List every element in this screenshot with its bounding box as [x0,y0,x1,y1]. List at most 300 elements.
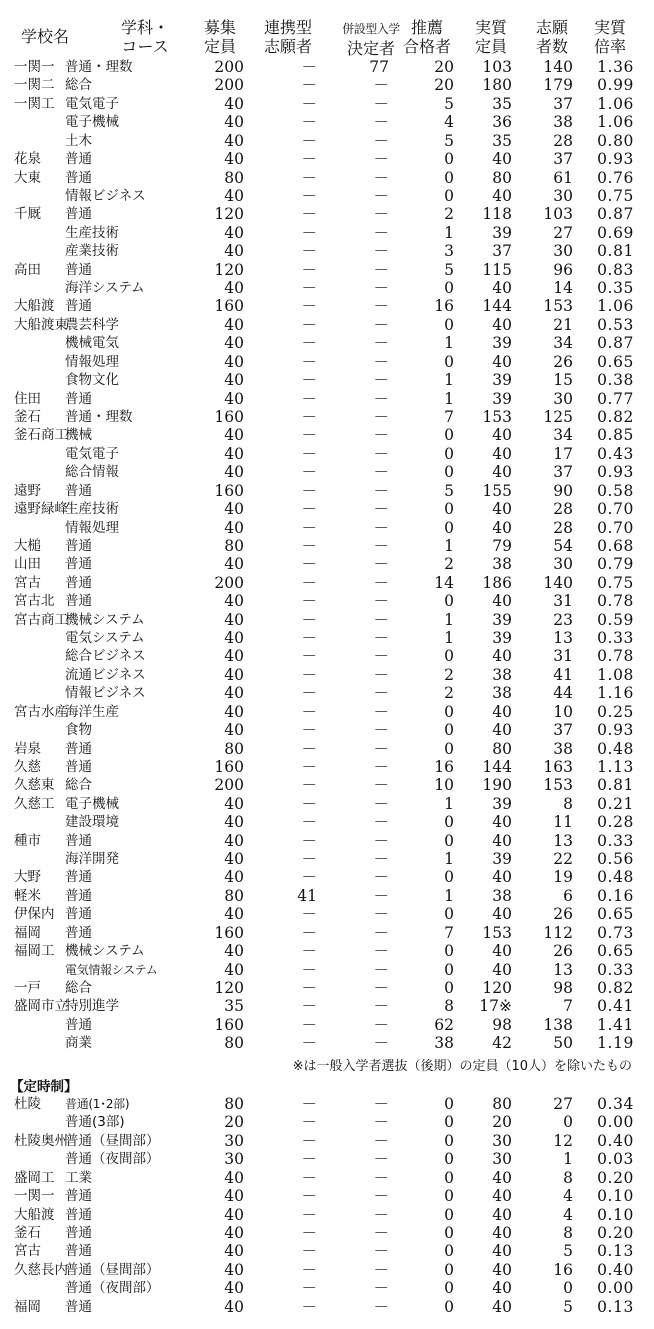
cell-bairitsu: 0.78 [597,647,634,666]
cell-heisetsu: － [373,997,389,1016]
cell-shigan: 31 [553,592,573,611]
table-row [0,1224,654,1242]
cell-suisen: 0 [444,186,454,205]
table-row [0,942,654,960]
cell-course: 普通 [65,1206,92,1223]
cell-jteiin: 40 [492,463,512,482]
cell-jteiin: 38 [492,684,512,703]
cell-jteiin: 38 [492,665,512,684]
cell-jteiin: 36 [492,113,512,132]
cell-quota: 40 [224,794,244,813]
cell-renkei: － [301,1297,317,1316]
cell-jteiin: 39 [492,610,512,629]
cell-school: 一関二 [14,77,55,94]
table-row [0,316,654,334]
cell-quota: 40 [224,1279,244,1298]
cell-shigan: 138 [543,1015,573,1034]
cell-school: 宮古商工 [14,611,68,628]
cell-jteiin: 144 [482,757,512,776]
cell-heisetsu: － [373,297,389,316]
table-row [0,961,654,979]
cell-bairitsu: 0.41 [597,997,634,1016]
cell-school: 大槌 [14,537,41,554]
cell-school: 宮古 [14,1243,41,1260]
cell-renkei: － [301,223,317,242]
cell-suisen: 0 [444,647,454,666]
cell-renkei: － [301,1015,317,1034]
table-row [0,1034,654,1052]
cell-renkei: － [301,629,317,648]
cell-suisen: 20 [434,58,454,76]
cell-jteiin: 40 [492,150,512,169]
cell-shigan: 44 [553,684,573,703]
cell-suisen: 4 [444,113,454,132]
header-quota-line1: 募集 [203,18,236,37]
cell-course: 普通 [65,1298,92,1315]
cell-heisetsu: － [373,555,389,574]
cell-renkei: － [301,500,317,519]
cell-heisetsu: － [373,776,389,795]
table-row [0,297,654,315]
cell-renkei: － [301,665,317,684]
cell-suisen: 8 [444,997,454,1016]
cell-renkei: － [301,1242,317,1261]
cell-school: 大野 [14,869,41,886]
cell-heisetsu: － [373,536,389,555]
table-row [0,1169,654,1187]
cell-heisetsu: － [373,979,389,997]
cell-heisetsu: － [373,721,389,740]
cell-bairitsu: 0.33 [597,629,634,648]
cell-suisen: 0 [444,942,454,961]
cell-renkei: － [301,868,317,887]
cell-school: 種市 [14,832,41,849]
cell-jteiin: 98 [492,1015,512,1034]
table-row [0,242,654,260]
cell-suisen: 0 [444,463,454,482]
cell-jteiin: 40 [492,1168,512,1187]
cell-jteiin: 40 [492,702,512,721]
cell-suisen: 10 [434,776,454,795]
cell-quota: 40 [224,850,244,869]
cell-quota: 35 [224,997,244,1016]
cell-heisetsu: － [373,629,389,648]
cell-renkei: － [301,702,317,721]
cell-quota: 40 [224,94,244,113]
cell-suisen: 0 [444,592,454,611]
cell-heisetsu: － [373,279,389,298]
cell-bairitsu: 0.33 [597,960,634,979]
table-row [0,721,654,739]
cell-renkei: － [301,757,317,776]
table-row [0,58,654,76]
cell-renkei: － [301,131,317,150]
cell-shigan: 7 [563,997,573,1016]
cell-bairitsu: 0.59 [597,610,634,629]
table-row [0,537,654,555]
cell-quota: 40 [224,1297,244,1316]
cell-suisen: 0 [444,739,454,758]
cell-suisen: 1 [444,223,454,242]
cell-bairitsu: 0.77 [597,389,634,408]
cell-bairitsu: 0.48 [597,739,634,758]
cell-suisen: 0 [444,279,454,298]
cell-course: 普通(3部) [65,1114,125,1131]
table-row [0,611,654,629]
header-quota [197,18,243,56]
header-course-line2: コース [121,37,169,56]
cell-bairitsu: 0.70 [597,500,634,519]
cell-bairitsu: 0.75 [597,573,634,592]
cell-jteiin: 186 [482,573,512,592]
cell-school: 宮古 [14,574,41,591]
cell-shigan: 112 [543,923,573,942]
cell-renkei: － [301,776,317,795]
cell-jteiin: 20 [492,1113,512,1132]
cell-bairitsu: 0.82 [597,979,634,997]
cell-shigan: 26 [553,352,573,371]
cell-course: 情報処理 [65,353,119,370]
table-row [0,463,654,481]
cell-renkei: － [301,721,317,740]
cell-renkei: － [301,979,317,997]
cell-suisen: 0 [444,1150,454,1169]
cell-shigan: 16 [553,1260,573,1279]
cell-quota: 160 [214,407,244,426]
cell-renkei: － [301,1223,317,1242]
cell-renkei: － [301,1113,317,1132]
cell-shigan: 27 [553,223,573,242]
cell-school: 大船渡 [14,1206,55,1223]
cell-heisetsu: － [373,150,389,169]
cell-bairitsu: 0.76 [597,168,634,187]
table-row [0,832,654,850]
cell-renkei: － [301,1279,317,1298]
cell-renkei: － [301,831,317,850]
cell-bairitsu: 0.10 [597,1205,634,1224]
cell-bairitsu: 0.03 [597,1150,634,1169]
cell-jteiin: 103 [482,58,512,76]
cell-school: 住田 [14,390,41,407]
cell-jteiin: 40 [492,500,512,519]
cell-suisen: 3 [444,242,454,261]
cell-renkei: － [301,794,317,813]
cell-bairitsu: 0.43 [597,444,634,463]
cell-shigan: 140 [543,58,573,76]
cell-jteiin: 118 [482,205,512,224]
cell-shigan: 30 [553,186,573,205]
table-row [0,261,654,279]
cell-bairitsu: 0.40 [597,1131,634,1150]
cell-heisetsu: － [373,371,389,390]
cell-renkei: － [301,76,317,95]
cell-shigan: 38 [553,739,573,758]
header-actual-quota-line1: 実質 [474,18,507,37]
table-row [0,169,654,187]
cell-renkei: － [301,371,317,390]
cell-renkei: － [301,536,317,555]
cell-course: 電気電子 [65,445,119,462]
cell-jteiin: 40 [492,1187,512,1206]
cell-renkei: － [301,1187,317,1206]
cell-shigan: 10 [553,702,573,721]
cell-heisetsu: － [373,131,389,150]
cell-quota: 80 [224,1095,244,1113]
cell-suisen: 0 [444,518,454,537]
cell-quota: 80 [224,886,244,905]
cell-quota: 40 [224,960,244,979]
cell-heisetsu: － [373,702,389,721]
table-row [0,1187,654,1205]
cell-heisetsu: － [373,1113,389,1132]
cell-suisen: 0 [444,1242,454,1261]
cell-quota: 40 [224,518,244,537]
cell-shigan: 54 [553,536,573,555]
cell-bairitsu: 0.58 [597,481,634,500]
table-row [0,1242,654,1260]
cell-jteiin: 39 [492,850,512,869]
header-ratio-line2: 倍率 [593,37,626,56]
cell-quota: 40 [224,721,244,740]
cell-shigan: 13 [553,831,573,850]
table-row [0,113,654,131]
cell-shigan: 28 [553,500,573,519]
table-row [0,1132,654,1150]
cell-renkei: － [301,168,317,187]
table-row [0,850,654,868]
cell-heisetsu: － [373,1131,389,1150]
header-applicants [529,18,575,56]
cell-bairitsu: 1.08 [597,665,634,684]
cell-bairitsu: 1.06 [597,94,634,113]
cell-jteiin: 39 [492,389,512,408]
table-row [0,1298,654,1316]
cell-quota: 40 [224,905,244,924]
cell-heisetsu: － [373,76,389,95]
cell-suisen: 1 [444,886,454,905]
cell-quota: 40 [224,334,244,353]
cell-quota: 40 [224,186,244,205]
cell-course: 食物文化 [65,372,119,389]
cell-renkei: － [301,573,317,592]
cell-suisen: 16 [434,757,454,776]
cell-heisetsu: － [373,1223,389,1242]
table-row [0,979,654,997]
cell-bairitsu: 0.65 [597,905,634,924]
cell-bairitsu: 0.65 [597,942,634,961]
cell-quota: 160 [214,481,244,500]
cell-renkei: － [301,315,317,334]
cell-bairitsu: 0.81 [597,242,634,261]
cell-shigan: 0 [563,1113,573,1132]
cell-suisen: 2 [444,684,454,703]
cell-course: 総合情報 [65,464,119,481]
cell-school: 福岡 [14,1298,41,1315]
cell-bairitsu: 0.68 [597,536,634,555]
cell-school: 山田 [14,556,41,573]
cell-jteiin: 80 [492,1095,512,1113]
header-quota-line2: 定員 [203,37,236,56]
cell-jteiin: 40 [492,960,512,979]
cell-jteiin: 39 [492,629,512,648]
table-row [0,1150,654,1168]
cell-heisetsu: － [373,592,389,611]
table-row [0,95,654,113]
cell-renkei: － [301,94,317,113]
cell-renkei: － [301,1260,317,1279]
cell-school: 千厩 [14,206,41,223]
cell-jteiin: 40 [492,1260,512,1279]
cell-renkei: － [301,684,317,703]
cell-suisen: 7 [444,407,454,426]
cell-bairitsu: 0.99 [597,76,634,95]
cell-course: 普通（昼間部） [65,1261,160,1278]
cell-renkei: － [301,444,317,463]
cell-jteiin: 40 [492,315,512,334]
cell-shigan: 8 [563,1168,573,1187]
cell-heisetsu: － [373,186,389,205]
cell-course: 普通 [65,169,92,186]
cell-bairitsu: 0.82 [597,407,634,426]
cell-shigan: 26 [553,905,573,924]
table-row [0,205,654,223]
cell-suisen: 1 [444,610,454,629]
cell-course: 普通 [65,740,92,757]
cell-suisen: 0 [444,905,454,924]
header-school: 学校名 [20,27,69,46]
cell-renkei: － [301,297,317,316]
cell-school: 一関一 [14,1188,55,1205]
cell-renkei: － [301,1168,317,1187]
cell-course: 普通 [65,206,92,223]
header-applicants-line1: 志願 [535,18,568,37]
cell-suisen: 0 [444,721,454,740]
cell-shigan: 125 [543,407,573,426]
cell-school: 久慈東 [14,777,55,794]
cell-school: 釜石商工 [14,427,68,444]
cell-heisetsu: － [373,260,389,279]
cell-suisen: 0 [444,813,454,832]
table-row [0,1095,654,1113]
cell-course: 普通（昼間部） [65,1132,160,1149]
table-row [0,408,654,426]
cell-quota: 200 [214,76,244,95]
cell-jteiin: 79 [492,536,512,555]
cell-course: 総合 [65,77,92,94]
cell-suisen: 1 [444,629,454,648]
cell-renkei: － [301,647,317,666]
cell-bairitsu: 0.70 [597,518,634,537]
cell-jteiin: 42 [492,1034,512,1053]
cell-renkei: － [301,555,317,574]
cell-heisetsu: － [373,352,389,371]
cell-shigan: 37 [553,150,573,169]
cell-shigan: 31 [553,647,573,666]
cell-shigan: 163 [543,757,573,776]
cell-heisetsu: － [373,1297,389,1316]
cell-jteiin: 40 [492,592,512,611]
cell-course: 電子機械 [65,795,119,812]
cell-school: 杜陵 [14,1096,41,1112]
cell-shigan: 4 [563,1205,573,1224]
cell-shigan: 14 [553,279,573,298]
cell-jteiin: 35 [492,131,512,150]
cell-bairitsu: 0.93 [597,150,634,169]
header-ratio [585,18,635,56]
cell-shigan: 1 [563,1150,573,1169]
cell-course: 総合 [65,980,92,996]
cell-jteiin: 40 [492,647,512,666]
cell-shigan: 30 [553,555,573,574]
cell-suisen: 0 [444,1297,454,1316]
cell-shigan: 30 [553,242,573,261]
cell-bairitsu: 1.41 [597,1015,634,1034]
table-row [0,353,654,371]
cell-shigan: 4 [563,1187,573,1206]
cell-jteiin: 39 [492,334,512,353]
cell-quota: 40 [224,592,244,611]
cell-jteiin: 40 [492,426,512,445]
cell-jteiin: 190 [482,776,512,795]
table-row [0,924,654,942]
cell-heisetsu: － [373,94,389,113]
cell-shigan: 17 [553,444,573,463]
cell-school: 一戸 [14,980,41,996]
cell-suisen: 5 [444,260,454,279]
cell-shigan: 22 [553,850,573,869]
cell-heisetsu: － [373,1205,389,1224]
cell-course: 生産技術 [65,224,119,241]
cell-heisetsu: － [373,1095,389,1113]
cell-shigan: 153 [543,776,573,795]
cell-school: 宮古水産 [14,703,68,720]
cell-bairitsu: 1.19 [597,1034,634,1053]
cell-heisetsu: － [373,389,389,408]
cell-quota: 120 [214,205,244,224]
cell-course: 海洋システム [65,280,145,297]
table-row [0,426,654,444]
cell-heisetsu: － [373,868,389,887]
cell-suisen: 1 [444,371,454,390]
cell-school: 久慈長内 [14,1261,68,1278]
cell-heisetsu: － [373,205,389,224]
cell-course: 普通 [65,887,92,904]
cell-course: 流通ビジネス [65,666,146,683]
cell-bairitsu: 0.93 [597,721,634,740]
cell-quota: 40 [224,702,244,721]
cell-course: 普通 [65,482,92,499]
cell-bairitsu: 0.00 [597,1279,634,1298]
cell-jteiin: 40 [492,1279,512,1298]
cell-renkei: － [301,58,317,76]
cell-renkei: － [301,592,317,611]
cell-course: 総合ビジネス [65,648,146,665]
cell-heisetsu: － [373,942,389,961]
header-renkei [260,18,316,56]
header-applicants-line2: 者数 [535,37,568,56]
table-row [0,390,654,408]
cell-school: 盛岡市立 [14,998,68,1015]
cell-jteiin: 35 [492,94,512,113]
cell-heisetsu: － [373,1187,389,1206]
cell-quota: 40 [224,813,244,832]
cell-suisen: 0 [444,1279,454,1298]
cell-renkei: － [301,610,317,629]
cell-bairitsu: 0.38 [597,371,634,390]
cell-heisetsu: － [373,242,389,261]
cell-quota: 80 [224,1034,244,1053]
cell-school: 久慈 [14,758,41,775]
